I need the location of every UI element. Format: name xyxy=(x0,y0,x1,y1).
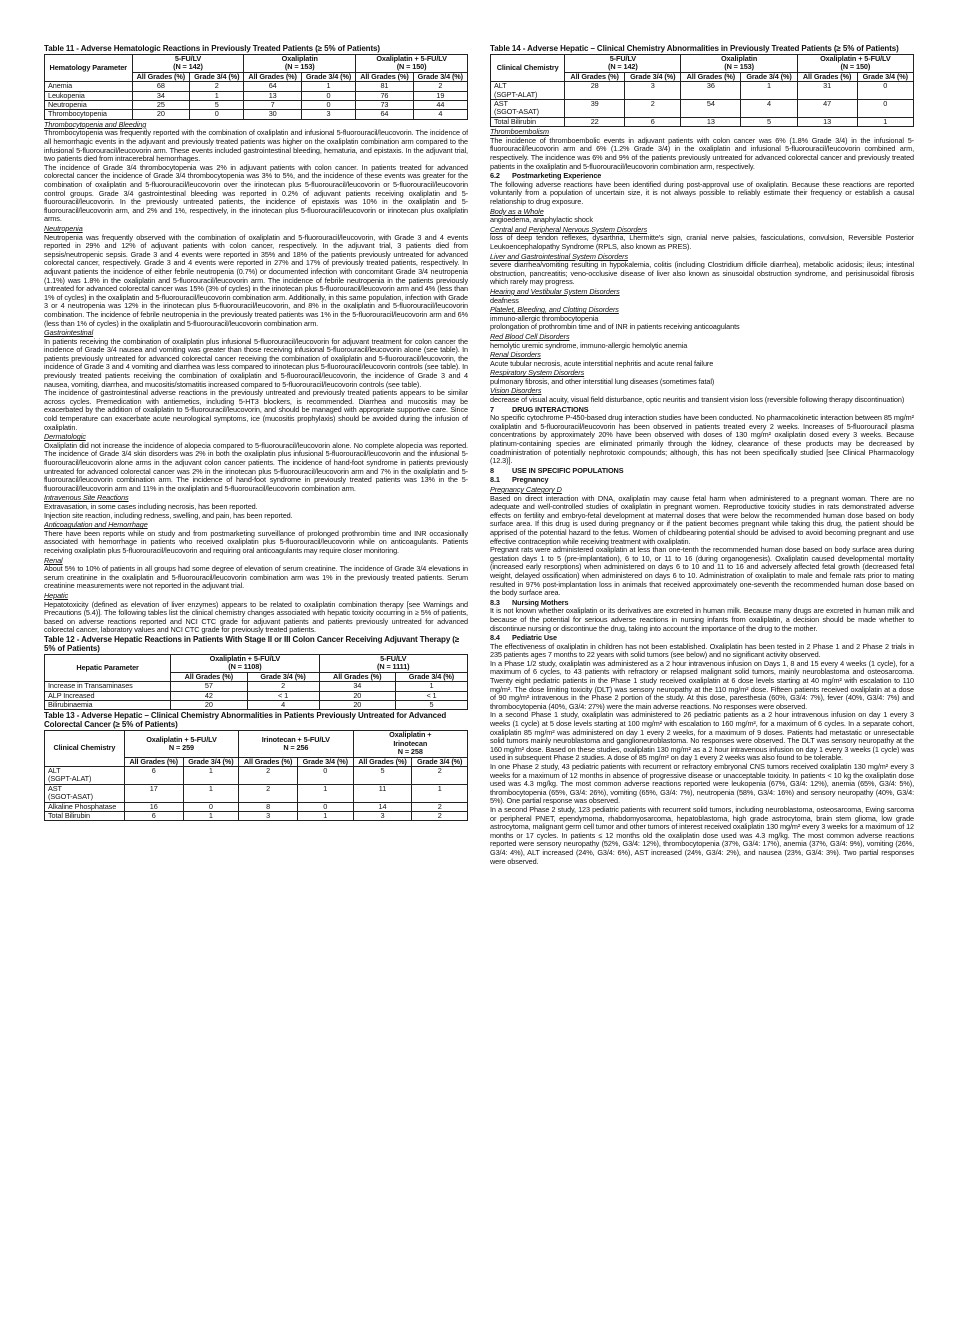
table-cell: 47 xyxy=(797,100,857,118)
subsection-heading: Red Blood Cell Disorders xyxy=(490,331,570,341)
subsection-heading: Central and Peripheral Nervous System Disorders xyxy=(490,224,648,234)
table-cell: 5 xyxy=(741,117,797,126)
row-label: Increase in Transaminases xyxy=(45,682,171,691)
table-cell: 4 xyxy=(413,110,467,119)
column-header-parameter: Hepatic Parameter xyxy=(45,654,171,681)
subsection-heading: Intravenous Site Reactions xyxy=(44,493,129,503)
column-group-header: Oxaliplatin + Irinotecan N = 258 xyxy=(353,731,467,757)
table-cell: 1 xyxy=(183,766,239,784)
column-subheader: Grade 3/4 (%) xyxy=(413,72,467,81)
section-number: 8 xyxy=(490,465,494,475)
table-cell: 20 xyxy=(319,700,395,709)
table-cell: 81 xyxy=(356,82,414,91)
row-label: Neutropenia xyxy=(45,101,133,110)
table-cell: 2 xyxy=(190,82,244,91)
column-subheader: All Grades (%) xyxy=(565,72,625,81)
table-row xyxy=(45,682,468,691)
section-number: 8.4 xyxy=(490,633,500,643)
table-cell: 64 xyxy=(356,110,414,119)
table-cell: 1 xyxy=(183,784,239,802)
paragraph: In patients receiving the combination of oxaliplatin plus infusional 5-fluorouracil/leucovorin for adjuvant treatment for colon cancer the incidence of Grade 3/4 nausea and vomiting was greater than those receiving infusional 5-fluorouracil/leucovorin alone (see table). In patients previously untreated for advanced colorectal cancer receiving the combination of oxaliplatin and 5-fluorouracil/leucovorin, the incidence of Grade 3 and 4 vomiting and diarrhea was less compared to irinotecan plus 5-fluorouracil/leucovorin controls (see table). In previously treated patients receiving the combination of oxaliplatin and 5-fluorouracil/leucovorin, the incidence of Grade 3 and 4 nausea, vomiting, diarrhea, and mucositis/stomatitis increased compared to 5-fluorouracil/leucovorin controls (see table). xyxy=(44,336,468,389)
table-cell: 0 xyxy=(857,100,913,118)
column-group-header: Oxaliplatin (N = 153) xyxy=(681,55,797,73)
table-cell: 13 xyxy=(244,91,302,100)
column-subheader: All Grades (%) xyxy=(132,72,190,81)
left-column xyxy=(44,44,468,1314)
table-cell: 30 xyxy=(244,110,302,119)
row-label: AST (SGOT-ASAT) xyxy=(491,100,565,118)
paragraph: About 5% to 10% of patients in all groups had some degree of elevation of serum creatinine. The incidence of Grade 3/4 elevations in serum creatinine in the oxaliplatin and 5-fluorouracil/leucovorin combination arm was 1% in the previously treated patients. Serum creatinine measurements were not reported in the adjuvant trial. xyxy=(44,564,468,591)
column-subheader: Grade 3/4 (%) xyxy=(190,72,244,81)
table-cell: 3 xyxy=(301,110,355,119)
column-group-header: 5-FU/LV (N = 142) xyxy=(132,55,244,73)
table-cell: 2 xyxy=(413,82,467,91)
column-header-parameter: Hematology Parameter xyxy=(45,55,133,82)
paragraph: Neutropenia was frequently observed with the combination of oxaliplatin and 5-fluorouracil/leucovorin, with Grade 3 and 4 events reported in 29% and 12% of adjuvant patients with colon cancer, respectively. In the adjuvant trial, 3 patients died from sepsis/neutropenic sepsis. Grade 3 and 4 events were reported in 35% and 18% of the patients previously untreated for advanced colorectal cancer, respectively. Grade 3 and 4 events were reported in 27% and 17% of previously treated patients, respectively. In adjuvant patients the incidence of either febrile neutropenia (0.7%) or documented infection with concomitant Grade 3/4 neutropenia (1.1%) was 1.8% in the oxaliplatin and 5-fluorouracil/leucovorin arm. The incidence of febrile neutropenia in the patients previously untreated for advanced colorectal cancer was 15% (3% of cycles) in the irinotecan plus 5-fluorouracil/leucovorin arm and 4% (less than 1% of cycles) in the oxaliplatin and 5-fluorouracil/leucovorin combination arm. Additionally, in this same population, infection with Grade 3 or 4 neutropenia was 12% in the irinotecan plus 5-fluorouracil/leucovorin, and 8% in the oxaliplatin and 5-fluorouracil/leucovorin combination. The incidence of febrile neutropenia in the previously treated patients was 1% in the 5-fluorouracil/leucovorin arm and 6% (less than 1% of cycles) in the oxaliplatin and 5-fluorouracil/leucovorin combination arm. xyxy=(44,232,468,328)
paragraph: In a second Phase 2 study, 123 pediatric patients with recurrent solid tumors, including neuroblastoma, osteosarcoma, Ewing sarcoma or peripheral PNET, ependymoma, rhabdomyosarcoma, hepatoblastoma, high grade astrocytoma, brain stem glioma, low grade astrocytoma, malignant germ cell tumor and other tumors of interest received oxaliplatin 130 mg/m² every 3 weeks for a maximum of 12 months or 17 cycles. In patients ≤ 12 months old the oxaliplatin dose used was 4.3 mg/kg. The most common adverse reactions reported were sensory neuropathy (52%, G3/4: 12%), thrombocytopenia (37%, G3/4: 17%), anemia (37%, G3/4: 9%), vomiting (26%, G3/4: 4%), ALT increased (24%, G3/4: 6%), AST increased (24%, G3/4: 2%), and nausea (23%, G3/4: 3%). Two partial responses were observed. xyxy=(490,804,914,866)
column-subheader: Grade 3/4 (%) xyxy=(301,72,355,81)
table-cell: 20 xyxy=(171,700,247,709)
paragraph: prolongation of prothrombin time and of INR in patients receiving anticoagulants xyxy=(490,322,740,332)
table-cell: 3 xyxy=(239,811,298,820)
paragraph: Pregnant rats were administered oxaliplatin at less than one-tenth the recommended human dose based on body surface area during gestation days 1 to 5 (pre-implantation), 6 to 10, or 11 to 16 (during organogenesis). Oxaliplatin caused developmental mortality (increased early resorptions) when administered on days 6 to 10 and 11 to 16 and adversely affected fetal growth (decreased fetal weight, delayed ossification) when administered on days 6 to 10. Administration of oxaliplatin to male and female rats prior to mating resulted in 97% post-implantation loss in animals that received approximately one-seventh the recommended human dose based on the body surface area. xyxy=(490,545,914,598)
paragraph: pulmonary fibrosis, and other interstitial lung diseases (sometimes fatal) xyxy=(490,376,715,386)
subsection-heading: Body as a Whole xyxy=(490,206,544,216)
table-cell: 0 xyxy=(190,110,244,119)
column-subheader: All Grades (%) xyxy=(681,72,741,81)
subsection-heading: Renal Disorders xyxy=(490,350,541,360)
table-row xyxy=(45,766,468,784)
row-label: Thrombocytopenia xyxy=(45,110,133,119)
document-page xyxy=(44,44,916,1314)
subsection-heading: Gastrointestinal xyxy=(44,328,94,338)
table-cell: 0 xyxy=(301,91,355,100)
paragraph: In a Phase 1/2 study, oxaliplatin was administered as a 2 hour intravenous infusion on Days 1, 8 and 15 every 4 weeks (1 cycle), for a maximum of 6 cycles, to 43 patients with refractory or relapsed malignant solid tumors, mainly neuroblastoma and osteosarcoma. Twenty eight pediatric patients in the Phase 1 study received oxaliplatin at 6 dose levels starting at 40 mg/m² with escalation to 110 mg/m². The dose limiting toxicity (DLT) was sensory neuropathy at the 110 mg/m² dose. Fifteen patients received oxaliplatin at a dose of 90 mg/m² intravenous in the Phase 2 portion of the study. At this dose, paresthesia (60%, G3/4: 7%), fever (40%, G3/4: 7%) and thrombocytopenia (40%, G3/4: 27%) were the main adverse reactions. No responses were observed. xyxy=(490,658,914,711)
column-subheader: Grade 3/4 (%) xyxy=(298,757,354,766)
paragraph: severe diarrhea/vomiting resulting in hypokalemia, colitis (including Clostridium difficile diarrhea), metabolic acidosis; ileus; intestinal obstruction, pancreatitis; veno-occlusive disease of liver also known as sinusoidal obstruction syndrome, and perisinusoidal fibrosis which rarely may progress. xyxy=(490,260,914,287)
subsection-heading: Anticoagulation and Hemorrhage xyxy=(44,520,148,530)
table-cell: 6 xyxy=(124,766,183,784)
table-cell: 42 xyxy=(171,691,247,700)
table-cell: 1 xyxy=(298,811,354,820)
paragraph: The effectiveness of oxaliplatin in children has not been established. Oxaliplatin has been tested in 2 Phase 1 and 2 Phase 2 trials in 235 patients ages 7 months to 22 years with solid tumors (see below) and no significant activity observed. xyxy=(490,641,914,660)
table-cell: 1 xyxy=(741,82,797,100)
paragraph: Thrombocytopenia was frequently reported with the combination of oxaliplatin and infusional 5-fluorouracil/leucovorin. The incidence of all hemorrhagic events in the adjuvant and previously treated patients was higher on the oxaliplatin combination arm compared to the infusional 5-fluorouracil/leucovorin arm. These events included gastrointestinal bleeding, hematuria, and epistaxis. In the adjuvant trial, two patients died from intracerebral hemorrhages. xyxy=(44,128,468,164)
right-column xyxy=(490,44,914,1314)
table-14-title: Table 14 - Adverse Hepatic – Clinical Chemistry Abnormalities in Previously Treated Patients (≥ 5% of Patients) xyxy=(490,44,899,53)
column-group-header: 5-FU/LV (N = 1111) xyxy=(319,654,467,672)
paragraph: immuno-allergic thrombocytopenia xyxy=(490,313,599,323)
table-row xyxy=(491,117,914,126)
table-cell: 2 xyxy=(412,766,468,784)
table-cell: 39 xyxy=(565,100,625,118)
paragraph: Oxaliplatin did not increase the incidence of alopecia compared to 5-fluorouracil/leucovorin alone. No complete alopecia was reported. The incidence of Grade 3/4 skin disorders was 2% in both the oxaliplatin plus infusional 5-fluorouracil/leucovorin and the infusional 5-fluorouracil/leucovorin alone arms in the adjuvant colon cancer patients. The incidence of hand-foot syndrome in patients previously untreated for advanced colorectal cancer was 2% in the irinotecan plus 5-fluorouracil/leucovorin arm and 7% in the oxaliplatin and 5-fluorouracil/leucovorin combination arm. The incidence of hand-foot syndrome in previously treated patients was 13% in the 5-fluorouracil/leucovorin arm and 11% in the oxaliplatin and 5-fluorouracil/leucovorin combination arm. xyxy=(44,440,468,493)
paragraph: hemolytic uremic syndrome, immuno-allergic hemolytic anemia xyxy=(490,340,688,350)
subsection-heading: Dermatologic xyxy=(44,432,86,442)
column-subheader: All Grades (%) xyxy=(171,672,247,681)
table-cell: 5 xyxy=(190,101,244,110)
row-label: Total Bilirubin xyxy=(491,117,565,126)
table-cell: < 1 xyxy=(395,691,467,700)
table-cell: 20 xyxy=(132,110,190,119)
table-13 xyxy=(44,730,468,821)
table-cell: 4 xyxy=(741,100,797,118)
column-subheader: All Grades (%) xyxy=(356,72,414,81)
table-cell: 31 xyxy=(797,82,857,100)
table-cell: 0 xyxy=(298,766,354,784)
table-cell: 1 xyxy=(301,82,355,91)
subsection-heading: Respiratory System Disorders xyxy=(490,368,585,378)
table-row xyxy=(45,110,468,119)
row-label: Alkaline Phosphatase xyxy=(45,802,125,811)
column-group-header: Oxaliplatin + 5-FU/LV (N = 1108) xyxy=(171,654,319,672)
paragraph: It is not known whether oxaliplatin or its derivatives are excreted in human milk. Because many drugs are excreted in human milk and because of the potential for serious adverse reactions in nursing infants from oxaliplatin, a decision should be made whether to discontinue nursing or discontinue the drug, taking into account the importance of the drug to the mother. xyxy=(490,606,914,633)
table-cell: 5 xyxy=(395,700,467,709)
table-cell: 22 xyxy=(565,117,625,126)
subsection-heading: Platelet, Bleeding, and Clotting Disorders xyxy=(490,305,619,315)
table-cell: 34 xyxy=(132,91,190,100)
section-number: 6.2 xyxy=(490,171,500,181)
row-label: ALT (SGPT-ALAT) xyxy=(45,766,125,784)
subsection-heading: Thrombocytopenia and Bleeding xyxy=(44,119,147,129)
column-subheader: Grade 3/4 (%) xyxy=(247,672,319,681)
subsection-heading: Hepatic xyxy=(44,590,69,600)
column-subheader: All Grades (%) xyxy=(797,72,857,81)
table-row xyxy=(45,784,468,802)
section-title: Nursing Mothers xyxy=(512,597,569,607)
column-subheader: Grade 3/4 (%) xyxy=(412,757,468,766)
column-subheader: All Grades (%) xyxy=(319,672,395,681)
table-row xyxy=(45,691,468,700)
table-cell: < 1 xyxy=(247,691,319,700)
table-cell: 6 xyxy=(124,811,183,820)
table-cell: 20 xyxy=(319,691,395,700)
subsection-heading: Liver and Gastrointestinal System Disorders xyxy=(490,251,629,261)
table-cell: 0 xyxy=(857,82,913,100)
paragraph: The incidence of thromboembolic events in adjuvant patients with colon cancer was 6% (1.8% Grade 3/4) in the infusional 5-fluorouracil/leucovorin arm and 6% (1.2% Grade 3/4) in the oxaliplatin and infusional 5-fluorouracil/leucovorin combined arm, respectively. The incidence was 6% and 9% of the patients previously untreated for advanced colorectal cancer and previously treated patients in the oxaliplatin and 5-fluorouracil/leucovorin combination arm, respectively. xyxy=(490,135,914,171)
paragraph: The incidence of gastrointestinal adverse reactions in the previously untreated and previously treated patients appears to be similar across cycles. Premedication with antiemetics, including 5-HT3 blockers, is recommended. Diarrhea and mucositis may be exacerbated by the addition of oxaliplatin to 5-fluorouracil/leucovorin, and should be managed with appropriate supportive care. Since cold temperature can exacerbate acute neurological symptoms, ice (mucositis prophylaxis) should be avoided during the infusion of oxaliplatin. xyxy=(44,388,468,432)
table-row xyxy=(45,802,468,811)
column-subheader: All Grades (%) xyxy=(244,72,302,81)
table-cell: 1 xyxy=(298,784,354,802)
row-label: Anemia xyxy=(45,82,133,91)
section-title: DRUG INTERACTIONS xyxy=(512,404,589,414)
row-label: ALP Increased xyxy=(45,691,171,700)
table-cell: 44 xyxy=(413,101,467,110)
table-cell: 16 xyxy=(124,802,183,811)
table-cell: 76 xyxy=(356,91,414,100)
table-13-title: Table 13 - Adverse Hepatic – Clinical Chemistry Abnormalities in Patients Previously Untreated for Advanced Colorectal Cancer (≥ 5% of Patients) xyxy=(44,711,447,730)
paragraph: deafness xyxy=(490,295,519,305)
table-cell: 6 xyxy=(625,117,681,126)
table-11 xyxy=(44,54,468,120)
paragraph: In one Phase 2 study, 43 pediatric patients with recurrent or refractory embryonal CNS tumors received oxaliplatin 130 mg/m² every 3 weeks for a maximum of 12 months in absence of progressive disease or unacceptable toxicity. In patients < 10 kg the oxaliplatin dose used was 4.3 mg/kg. The most common adverse reactions reported were leukopenia (67%, G3/4: 12%), anemia (65%, G3/4: 5%), thrombocytopenia (65%, G3/4: 26%), vomiting (65%, G3/4: 7%), neutropenia (58%, G3/4: 16%) and sensory neuropathy (40%, G3/4: 5%). One partial response was observed. xyxy=(490,762,914,806)
table-row xyxy=(491,100,914,118)
table-cell: 34 xyxy=(319,682,395,691)
table-12 xyxy=(44,654,468,710)
table-row xyxy=(45,101,468,110)
table-row xyxy=(45,91,468,100)
row-label: AST (SGOT-ASAT) xyxy=(45,784,125,802)
table-cell: 2 xyxy=(412,811,468,820)
column-subheader: Grade 3/4 (%) xyxy=(395,672,467,681)
table-cell: 7 xyxy=(244,101,302,110)
table-cell: 68 xyxy=(132,82,190,91)
column-group-header: Oxaliplatin (N = 153) xyxy=(244,55,356,73)
column-group-header: Irinotecan + 5-FU/LV N = 256 xyxy=(239,731,353,757)
table-12-title: Table 12 - Adverse Hepatic Reactions in Patients With Stage II or III Colon Cancer Receiving Adjuvant Therapy (≥ 5% of Patients) xyxy=(44,634,460,653)
paragraph: Based on direct interaction with DNA, oxaliplatin may cause fetal harm when administered to a pregnant woman. There are no adequate and well-controlled studies of oxaliplatin in pregnant women. Reproductive toxicity studies in rats demonstrated adverse effects on fertility and embryo-fetal development at maternal doses that were below the recommended human dose based on body surface area. If this drug is used during pregnancy or if the patient becomes pregnant while taking this drug, the patient should be apprised of the potential hazard to the fetus. Women of childbearing potential should be advised to avoid becoming pregnant and use effective contraception while receiving treatment with oxaliplatin. xyxy=(490,493,914,546)
table-cell: 3 xyxy=(625,82,681,100)
paragraph: decrease of visual acuity, visual field disturbance, optic neuritis and transient vision loss (reversible following therapy discontinuation) xyxy=(490,395,905,405)
table-cell: 73 xyxy=(356,101,414,110)
table-cell: 11 xyxy=(353,784,412,802)
column-group-header: Oxaliplatin + 5-FU/LV N = 259 xyxy=(124,731,238,757)
table-cell: 1 xyxy=(412,784,468,802)
table-cell: 54 xyxy=(681,100,741,118)
column-subheader: Grade 3/4 (%) xyxy=(857,72,913,81)
table-cell: 2 xyxy=(412,802,468,811)
section-title: Pregnancy xyxy=(512,475,549,485)
column-subheader: Grade 3/4 (%) xyxy=(625,72,681,81)
table-cell: 57 xyxy=(171,682,247,691)
paragraph: Acute tubular necrosis, acute interstitial nephritis and acute renal failure xyxy=(490,358,714,368)
table-cell: 0 xyxy=(183,802,239,811)
table-cell: 8 xyxy=(239,802,298,811)
subsection-heading: Hearing and Vestibular System Disorders xyxy=(490,286,620,296)
row-label: Total Bilirubin xyxy=(45,811,125,820)
column-subheader: Grade 3/4 (%) xyxy=(741,72,797,81)
table-cell: 13 xyxy=(681,117,741,126)
subsection-heading: Vision Disorders xyxy=(490,386,542,396)
table-cell: 13 xyxy=(797,117,857,126)
table-cell: 0 xyxy=(298,802,354,811)
table-cell: 1 xyxy=(183,811,239,820)
table-row xyxy=(45,811,468,820)
table-cell: 3 xyxy=(353,811,412,820)
subsection-heading: Renal xyxy=(44,555,63,565)
table-row xyxy=(45,700,468,709)
subsection-heading: Neutropenia xyxy=(44,223,83,233)
table-cell: 14 xyxy=(353,802,412,811)
section-title: Postmarketing Experience xyxy=(512,171,602,181)
column-group-header: Oxaliplatin + 5-FU/LV (N = 150) xyxy=(797,55,913,73)
table-11-title: Table 11 - Adverse Hematologic Reactions in Previously Treated Patients (≥ 5% of Patients) xyxy=(44,44,380,53)
paragraph: The following adverse reactions have been identified during post-approval use of oxaliplatin. Because these reactions are reported voluntarily from a population of uncertain size, it is not always possible to reliably estimate their frequency or establish a causal relationship to drug exposure. xyxy=(490,179,914,206)
row-label: ALT (SGPT-ALAT) xyxy=(491,82,565,100)
row-label: Bilirubinaemia xyxy=(45,700,171,709)
table-cell: 1 xyxy=(190,91,244,100)
section-number: 7 xyxy=(490,404,494,414)
paragraph: Injection site reaction, including redness, swelling, and pain, has been reported. xyxy=(44,510,293,520)
table-cell: 36 xyxy=(681,82,741,100)
table-cell: 2 xyxy=(239,784,298,802)
paragraph: The incidence of Grade 3/4 thrombocytopenia was 2% in adjuvant patients with colon cancer. In patients treated for advanced colorectal cancer the incidence of Grade 3/4 thrombocytopenia was 3% to 5%, and the incidence of these events was greater for the combination of oxaliplatin and 5-fluorouracil/leucovorin over the irinotecan plus 5-fluorouracil/leucovorin or 5-fluorouracil/leucovorin control groups. Grade 3/4 gastrointestinal bleeding was reported in 0.2% of adjuvant patients receiving oxaliplatin and 5-fluorouracil/leucovorin. In the previously untreated patients, the incidence of epistaxis was 10% in the oxaliplatin and 5-fluorouracil/leucovorin arm, and 2% and 1%, respectively, in the irinotecan plus 5-fluorouracil/leucovorin or irinotecan plus oxaliplatin arms. xyxy=(44,162,468,224)
table-14 xyxy=(490,54,914,127)
column-group-header: Oxaliplatin + 5-FU/LV (N = 150) xyxy=(356,55,468,73)
column-subheader: All Grades (%) xyxy=(353,757,412,766)
table-cell: 2 xyxy=(239,766,298,784)
paragraph: Hepatotoxicity (defined as elevation of liver enzymes) appears to be related to oxaliplatin combination therapy [see Warnings and Precautions (5.4)]. The following tables list the clinical chemistry changes associated with hepatic toxicity occurring in ≥ 5% of patients, based on adverse reactions reported and NCI CTC grade for adjuvant patients and patients previously untreated for advanced colorectal cancer, laboratory values and NCI CTC grade for previously treated patients. xyxy=(44,599,468,635)
table-row xyxy=(491,82,914,100)
paragraph: In a second Phase 1 study, oxaliplatin was administered to 26 pediatric patients as a 2 hour intravenous infusion on day 1 every 3 weeks (1 cycle) at 5 dose levels starting at 100 mg/m² with escalation to 160 mg/m², for a maximum of 6 cycles. In a separate cohort, oxaliplatin 85 mg/m² was administered on day 1 every 2 weeks, for a maximum of 9 doses. Patients had metastatic or unresectable solid tumors mainly neuroblastoma and ganglioneuroblastoma. No responses were observed. The DLT was sensory neuropathy at the 160 mg/m² dose. Based on these studies, oxaliplatin 130 mg/m² as a 2 hour intravenous infusion on day 1 every 3 weeks (1 cycle) was used in subsequent Phase 2 studies. A dose of 85 mg/m² on day 1 every 2 weeks was also found to be tolerable. xyxy=(490,710,914,763)
table-cell: 0 xyxy=(301,101,355,110)
column-subheader: All Grades (%) xyxy=(239,757,298,766)
table-cell: 1 xyxy=(857,117,913,126)
section-heading xyxy=(490,467,914,476)
subsection-heading: Pregnancy Category D xyxy=(490,485,562,494)
column-group-header: 5-FU/LV (N = 142) xyxy=(565,55,681,73)
table-cell: 17 xyxy=(124,784,183,802)
paragraph: Extravasation, in some cases including necrosis, has been reported. xyxy=(44,501,258,511)
table-cell: 25 xyxy=(132,101,190,110)
table-cell: 64 xyxy=(244,82,302,91)
row-label: Leukopenia xyxy=(45,91,133,100)
column-subheader: All Grades (%) xyxy=(124,757,183,766)
table-cell: 2 xyxy=(625,100,681,118)
table-cell: 1 xyxy=(395,682,467,691)
table-cell: 5 xyxy=(353,766,412,784)
subsection-heading: Thromboembolism xyxy=(490,127,549,137)
table-cell: 19 xyxy=(413,91,467,100)
table-cell: 2 xyxy=(247,682,319,691)
table-cell: 28 xyxy=(565,82,625,100)
section-title: USE IN SPECIFIC POPULATIONS xyxy=(512,465,624,475)
paragraph: loss of deep tendon reflexes, dysarthria, Lhermitte's sign, cranial nerve palsies, fasciculations, convulsion, Reversible Posterior Leukoencephalopathy Syndrome (RPLS, also known as PRES). xyxy=(490,233,914,251)
paragraph: angioedema, anaphylactic shock xyxy=(490,215,593,225)
section-heading xyxy=(490,476,914,485)
column-subheader: Grade 3/4 (%) xyxy=(183,757,239,766)
section-title: Pediatric Use xyxy=(512,633,557,643)
paragraph: There have been reports while on study and from postmarketing surveillance of prolonged prothrombin time and INR occasionally associated with hemorrhage in patients who received oxaliplatin plus 5-fluorouracil/leucovorin while on anticoagulants. Patients receiving oxaliplatin plus 5-fluorouracil/leucovorin and requiring oral anticoagulants may require closer monitoring. xyxy=(44,528,468,555)
table-cell: 4 xyxy=(247,700,319,709)
section-number: 8.1 xyxy=(490,475,500,485)
column-header-parameter: Clinical Chemistry xyxy=(491,55,565,82)
paragraph: No specific cytochrome P-450-based drug interaction studies have been conducted. No pharmacokinetic interaction between 85 mg/m² oxaliplatin and 5-fluorouracil/leucovorin has been observed in patients treated every 2 weeks. Increases of 5-fluorouracil plasma concentrations by approximately 20% have been observed with doses of 130 mg/m² oxaliplatin dosed every 3 weeks. Because platinum-containing species are eliminated primarily through the kidney, clearance of these products may be decreased by coadministration of potentially nephrotoxic compounds; although, this has not been specifically studied [see Clinical Pharmacology (12.3)]. xyxy=(490,413,914,466)
table-row xyxy=(45,82,468,91)
column-header-parameter: Clinical Chemistry xyxy=(45,731,125,767)
section-number: 8.3 xyxy=(490,597,500,607)
